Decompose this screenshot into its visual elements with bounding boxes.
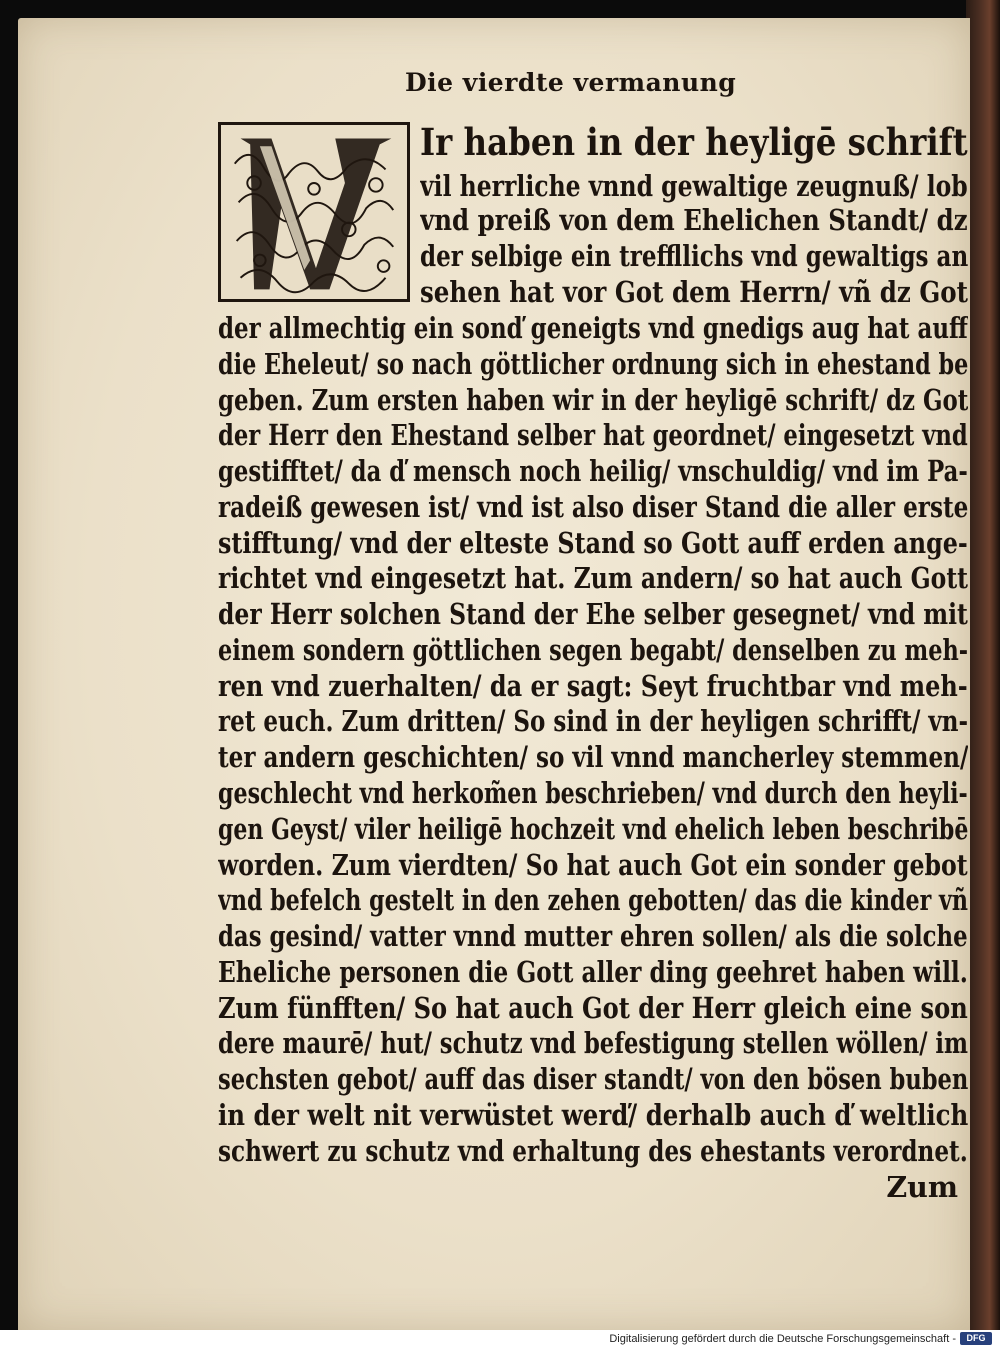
dfg-logo-icon: DFG <box>960 1332 992 1345</box>
text-line: der Herr solchen Stand der Ehe selber gesegnet/ vnd mit <box>218 597 968 631</box>
text-line: sechsten gebot/ auff das diser standt/ von den bösen buben <box>218 1062 968 1096</box>
ornament-initial-icon <box>221 125 407 299</box>
text-line: die Eheleut/ so nach göttlicher ordnung sich in ehestand be <box>218 347 968 381</box>
running-head: Die vierdte vermanung <box>405 68 737 97</box>
text-line: der allmechtig ein sonď geneigts vnd gnedigs aug hat auff <box>218 311 968 345</box>
catchword: Zum <box>886 1170 958 1204</box>
text-line: schwert zu schutz vnd erhaltung des ehestants verordnet. <box>218 1134 968 1168</box>
text-line: vil herrliche vnnd gewaltige zeugnuß/ lob <box>420 169 968 203</box>
text-line: Zum fünfften/ So hat auch Got der Herr gleich eine son <box>218 991 968 1025</box>
text-line: ren vnd zuerhalten/ da er sagt: Seyt fruchtbar vnd meh- <box>218 669 968 703</box>
text-line: das gesind/ vatter vnnd mutter ehren sollen/ als die solche <box>218 919 968 953</box>
text-line: vnd befelch gestelt in den zehen gebotten/ das die kinder vñ <box>218 883 968 917</box>
text-line: geschlecht vnd herkom̃en beschrieben/ vnd durch den heyli- <box>218 776 968 810</box>
funding-credit: Digitalisierung gefördert durch die Deutsche Forschungsgemeinschaft - <box>609 1333 956 1345</box>
text-line: der selbige ein treffllichs vnd gewaltigs an <box>420 239 968 273</box>
text-line: dere maurē/ hut/ schutz vnd befestigung stellen wöllen/ im <box>218 1026 968 1060</box>
text-line: ret euch. Zum dritten/ So sind in der heyligen schrifft/ vn- <box>218 704 968 738</box>
text-line: der Herr den Ehestand selber hat geordnet/ eingesetzt vnd <box>218 418 968 452</box>
text-line: radeiß gewesen ist/ vnd ist also diser Stand die aller erste <box>218 490 968 524</box>
text-line: gestifftet/ da ď mensch noch heilig/ vnschuldig/ vnd im Pa- <box>218 454 968 488</box>
text-line: Ir haben in der heyligē schrift <box>420 120 968 164</box>
text-line: richtet vnd eingesetzt hat. Zum andern/ so hat auch Gott <box>218 561 968 595</box>
text-line: Eheliche personen die Gott aller ding geehret haben will. <box>218 955 968 989</box>
book-spine-edge <box>966 0 1000 1330</box>
footer-bar <box>0 1330 1000 1348</box>
text-line: stifftung/ vnd der elteste Stand so Gott auff erden ange- <box>218 526 968 560</box>
text-line: sehen hat vor Got dem Herrn/ vñ dz Got <box>420 275 968 309</box>
text-line: worden. Zum vierdten/ So hat auch Got ein sonder gebot <box>218 848 968 882</box>
text-line: ter andern geschichten/ so vil vnnd mancherley stemmen/ <box>218 740 968 774</box>
text-line: geben. Zum ersten haben wir in der heyligē schrift/ dz Got <box>218 383 968 417</box>
text-line: einem sondern göttlichen segen begabt/ denselben zu meh- <box>218 633 968 667</box>
text-line: gen Geyst/ viler heiligē hochzeit vnd ehelich leben beschribē <box>218 812 968 846</box>
text-line: in der welt nit verwüstet werď/ derhalb auch ď weltlich <box>218 1098 968 1132</box>
decorated-initial-w <box>218 122 410 302</box>
text-line: vnd preiß von dem Ehelichen Standt/ dz <box>420 203 968 237</box>
